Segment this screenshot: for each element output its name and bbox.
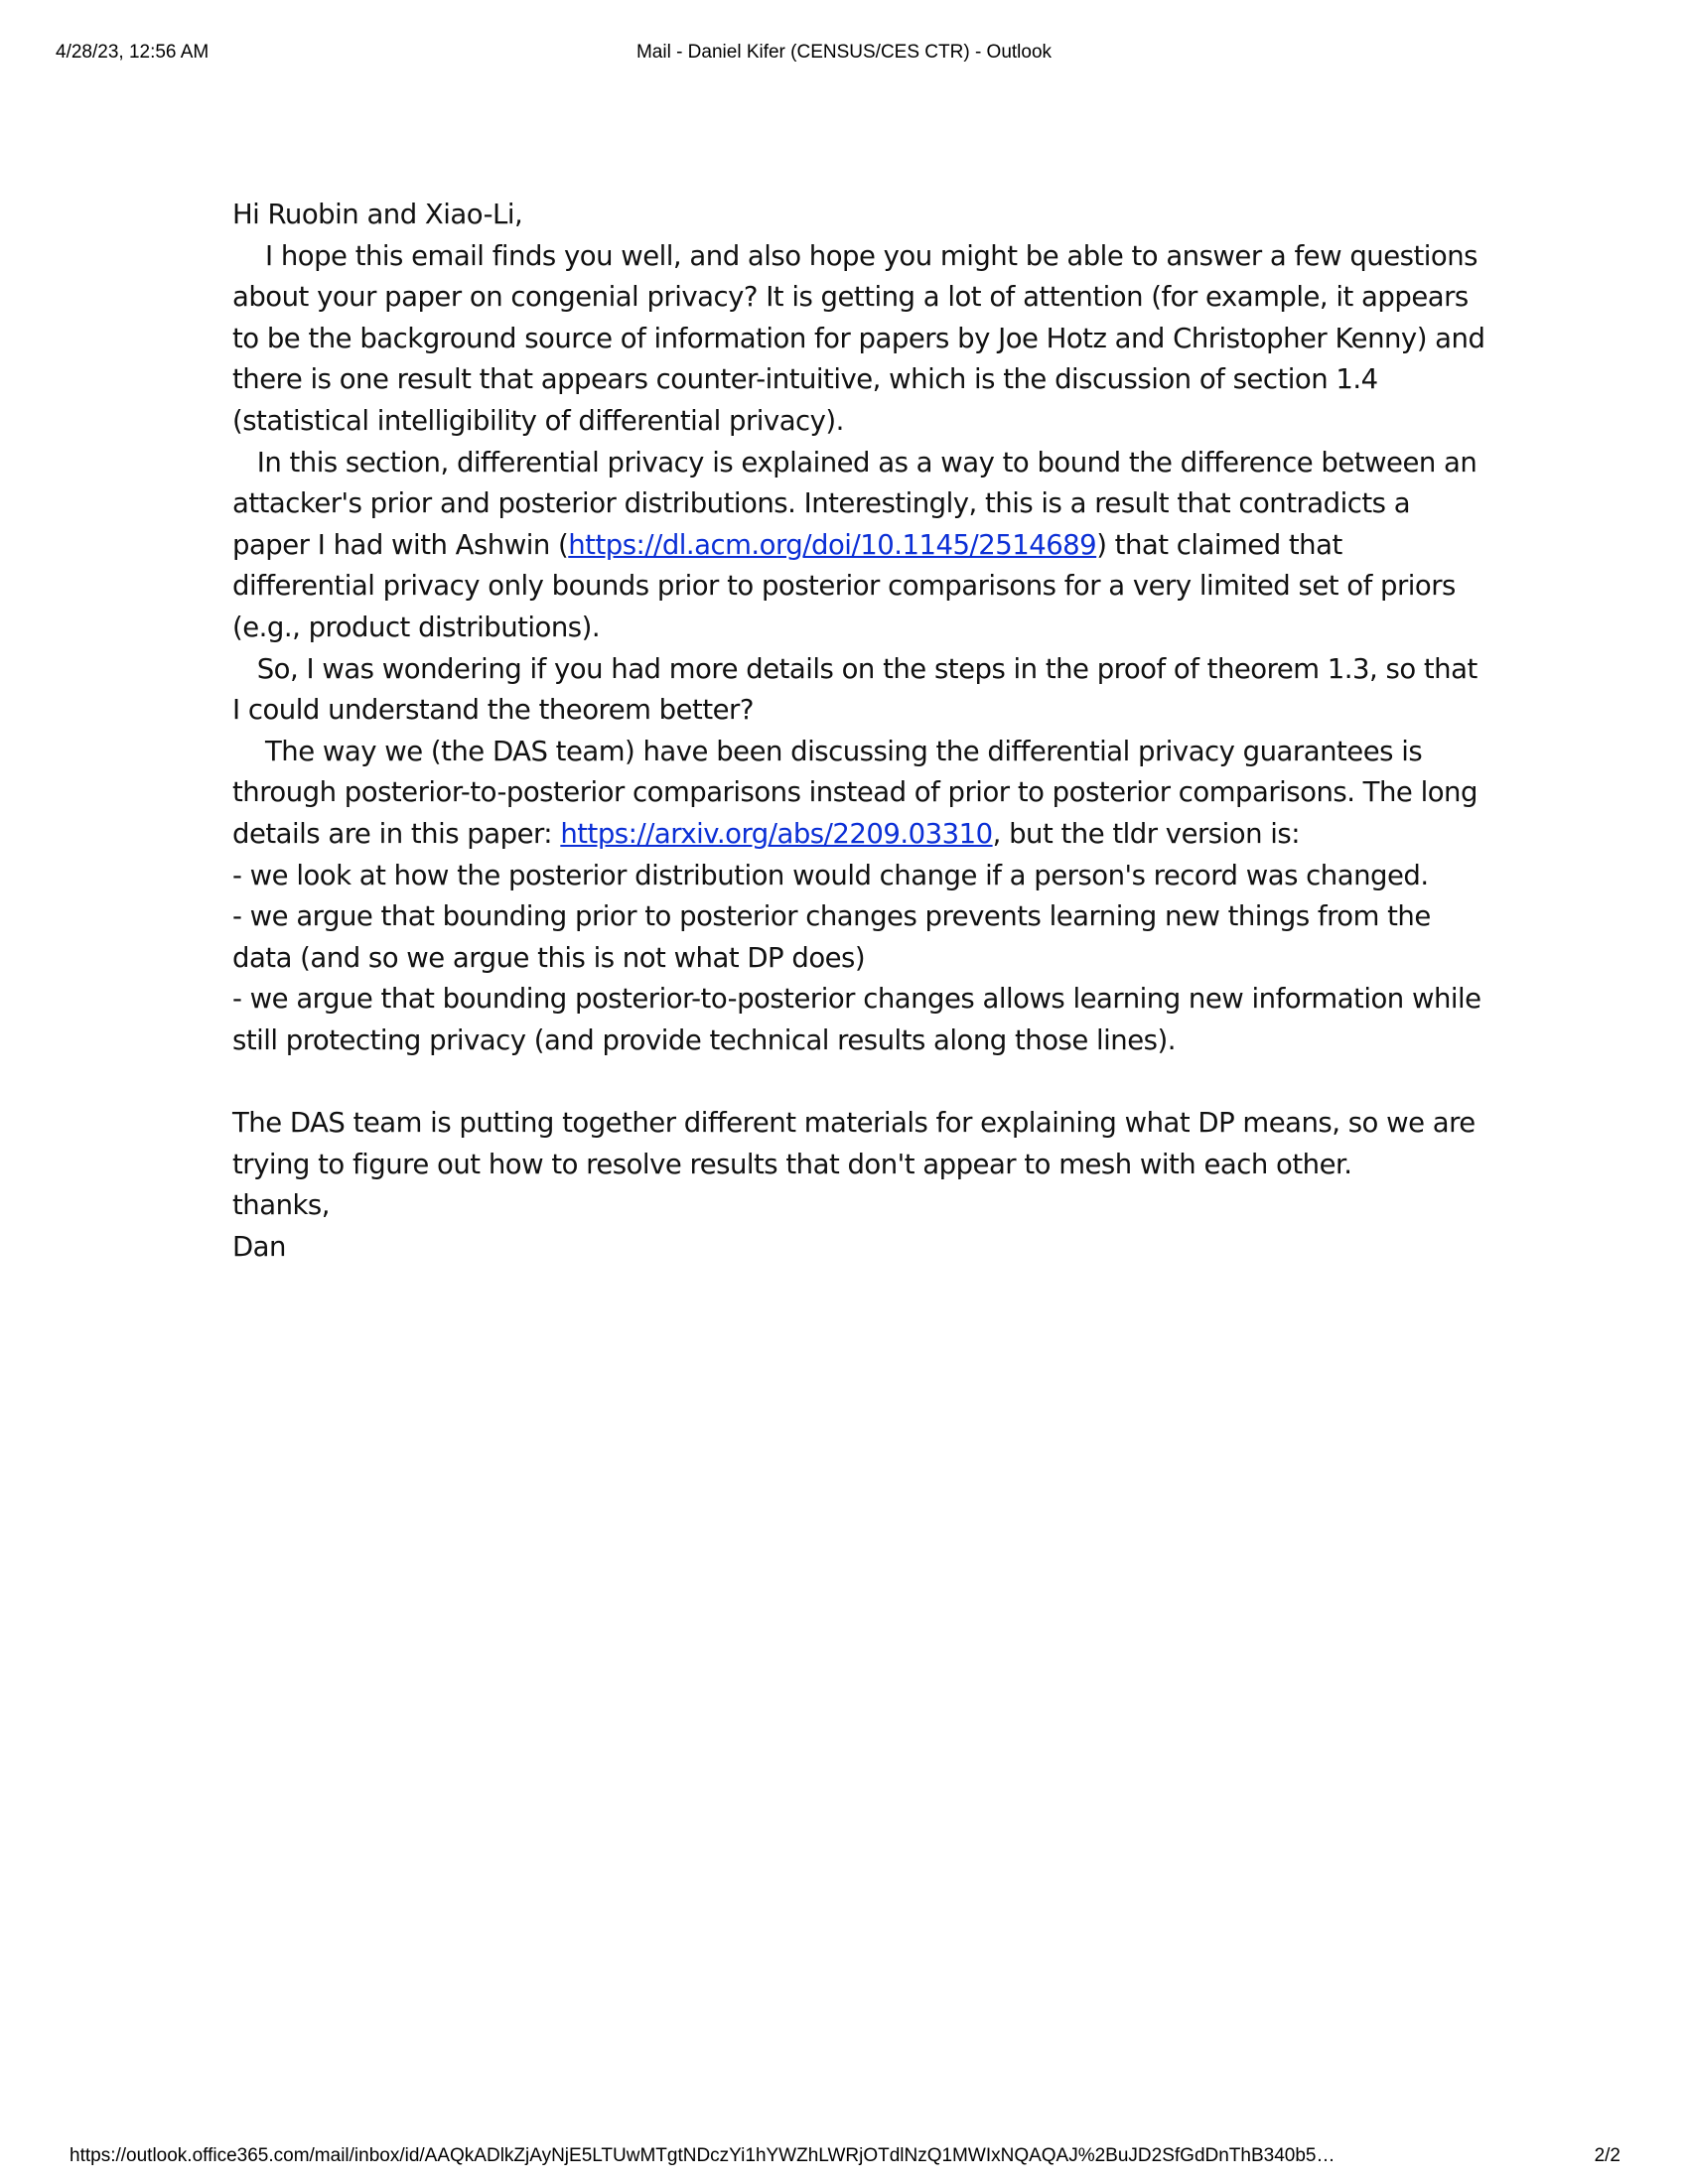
email-paragraph-das-text-end: , but the tldr version is:	[992, 817, 1300, 850]
email-bullet-1: - we look at how the posterior distribution would change if a person's record was changed.	[232, 859, 1429, 891]
email-paragraph-question: So, I was wondering if you had more details on the steps in the proof of theorem 1.3, so that I could understand the theorem better?	[232, 652, 1477, 727]
email-greeting: Hi Ruobin and Xiao-Li,	[232, 199, 523, 230]
email-body	[232, 195, 1485, 1268]
email-paragraph-section-text-end: ) that claimed that differential privacy only bounds prior to posterior comparisons for a very limited set of priors (e.g., product distributions).	[232, 528, 1456, 643]
print-page-title: Mail - Daniel Kifer (CENSUS/CES CTR) - Outlook	[635, 42, 1053, 63]
email-bullet-2: - we argue that bounding prior to posterior changes prevents learning new things from the data (and so we argue this is not what DP does)	[232, 900, 1431, 974]
email-signature: Dan	[232, 1230, 286, 1263]
print-url: https://outlook.office365.com/mail/inbox/id/AAQkADlkZjAyNjE5LTUwMTgtNDczYi1hYWZhLWRjOTdlNzQ1MWIxNQAQAJ%2BuJD2SfGdDnThB340b5…	[70, 2145, 1336, 2166]
blank-line	[232, 1061, 1485, 1103]
email-paragraph-das-text-start: The way we (the DAS team) have been discussing the differential privacy guarantees is through posterior-to-posterior comparisons instead of prior to posterior comparisons. The long details are in this paper:	[232, 735, 1477, 850]
email-paragraph-das	[232, 732, 1485, 856]
email-paragraph-section	[232, 443, 1485, 649]
print-header	[0, 42, 1688, 68]
email-paragraph-section-text-start: In this section, differential privacy is explained as a way to bound the difference between an attacker's prior and posterior distributions. Interestingly, this is a result that contradicts a paper I had with Ashwin (	[232, 446, 1477, 561]
print-datetime: 4/28/23, 12:56 AM	[56, 42, 210, 63]
print-footer	[0, 2145, 1688, 2171]
email-bullet-3: - we argue that bounding posterior-to-posterior changes allows learning new information while still protecting privacy (and provide technical results along those lines).	[232, 983, 1481, 1056]
print-page-number: 2/2	[1594, 2145, 1620, 2166]
acm-paper-link[interactable]: https://dl.acm.org/doi/10.1145/2514689	[568, 528, 1097, 561]
email-paragraph-closing: The DAS team is putting together different materials for explaining what DP means, so we are trying to figure out how to resolve results that don't appear to mesh with each other.	[232, 1107, 1476, 1180]
email-signoff: thanks,	[232, 1189, 330, 1222]
email-paragraph-intro: I hope this email finds you well, and also hope you might be able to answer a few questions about your paper on congenial privacy? It is getting a lot of attention (for example, it appears to be the background source of information for papers by Joe Hotz and Christopher Kenny) and there is one result that appears counter-intuitive, which is the discussion of section 1.4 (statistical intelligibility of differential privacy).	[232, 239, 1485, 437]
arxiv-paper-link[interactable]: https://arxiv.org/abs/2209.03310	[560, 817, 993, 850]
